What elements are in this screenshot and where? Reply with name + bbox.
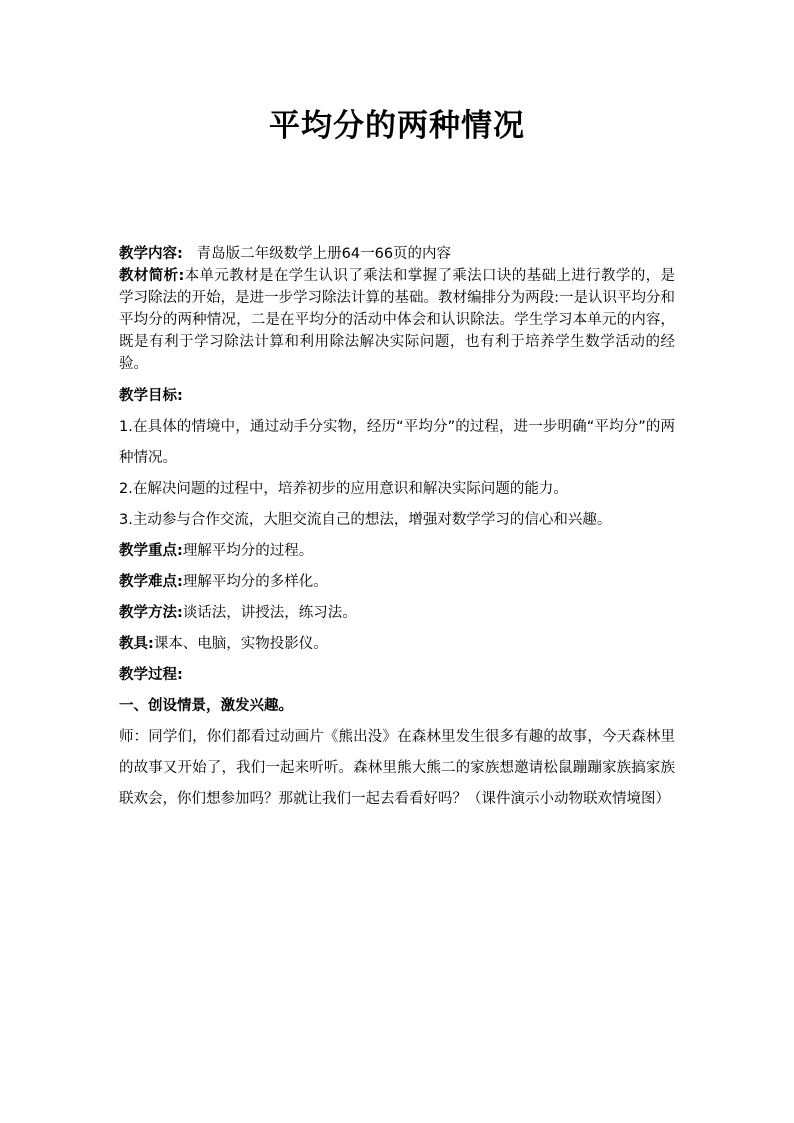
teaching-goals-heading: 教学目标:	[119, 388, 183, 404]
teaching-process-heading: 教学过程:	[119, 667, 183, 683]
teaching-key-label: 教学重点:	[119, 543, 183, 559]
teaching-difficulty-paragraph	[119, 567, 675, 598]
teaching-difficulty-label: 教学难点:	[119, 574, 183, 590]
document-title: 平均分的两种情况	[269, 108, 525, 144]
teaching-difficulty-text: 理解平均分的多样化。	[182, 574, 328, 590]
teaching-tools-paragraph	[119, 629, 675, 660]
textbook-analysis-paragraph	[119, 265, 675, 375]
teaching-tools-label: 教具:	[119, 636, 154, 652]
goal-item-1: 1.在具体的情境中，通过动手分实物，经历“平均分”的过程，进一步明确“平均分”的两种情况。	[119, 419, 675, 466]
document-body	[119, 243, 675, 815]
teaching-content-label: 教学内容:	[119, 246, 183, 262]
teaching-key-paragraph	[119, 536, 675, 567]
textbook-analysis-text: 本单元教材是在学生认识了乘法和掌握了乘法口诀的基础上进行教学的，是学习除法的开始，是进一步学习除法计算的基础。教材编排分为两段:一是认识平均分和平均分的两种情况，二是在平均分的活动中体会和认识除法。学生学习本单元的内容，既是有利于学习除法计算和利用除法解决实际问题，也有利于培养学生数学活动的经验。	[119, 268, 675, 372]
textbook-analysis-label: 教材简析:	[119, 268, 185, 284]
goal-item-3: 3.主动参与合作交流，大胆交流自己的想法，增强对数学学习的信心和兴趣。	[119, 512, 612, 528]
teaching-content-text: 青岛版二年级数学上册64一66页的内容	[196, 246, 452, 262]
teaching-method-label: 教学方法:	[119, 605, 183, 621]
teaching-tools-text: 课本、电脑，实物投影仪。	[153, 636, 328, 652]
teaching-method-paragraph	[119, 598, 675, 629]
section-1-title: 一、创设情景，激发兴趣。	[119, 698, 293, 714]
goal-item-2: 2.在解决问题的过程中，培养初步的应用意识和解决实际问题的能力。	[119, 481, 568, 497]
section-1-text: 师：同学们，你们都看过动画片《熊出没》在森林里发生很多有趣的故事，今天森林里的故事又开始了，我们一起来听听。森林里熊大熊二的家族想邀请松鼠蹦蹦家族搞家族联欢会，你们想参加吗？那就让我们一起去看看好吗？（课件演示小动物联欢情境图）	[119, 729, 675, 807]
teaching-method-text: 谈话法，讲授法，练习法。	[182, 605, 357, 621]
teaching-content-paragraph	[119, 243, 675, 265]
teaching-key-text: 理解平均分的过程。	[182, 543, 314, 559]
